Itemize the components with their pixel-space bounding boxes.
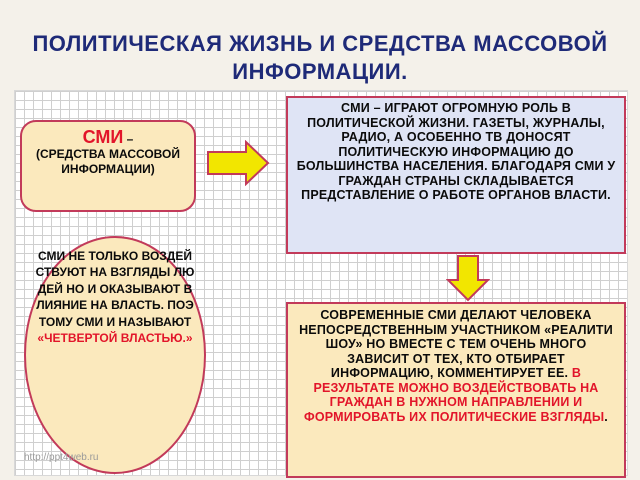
smi-expansion: (СРЕДСТВА МАССОВОЙ ИНФОРМАЦИИ) [35,147,181,176]
smi-abbr: СМИ [82,127,124,147]
slide-title: ПОЛИТИЧЕСКАЯ ЖИЗНЬ И СРЕДСТВА МАССОВОЙ ИНФОРМАЦИИ. [32,31,608,84]
smi-definition-box [20,120,196,212]
fourth-power-highlight: «ЧЕТВЕРТОЙ ВЛАСТЬЮ.» [37,331,193,346]
modern-media-box [286,302,626,478]
modern-media-text: СОВРЕМЕННЫЕ СМИ ДЕЛАЮТ ЧЕЛОВЕКА НЕПОСРЕДСТВЕННЫМ УЧАСТНИКОМ «РЕАЛИТИ ШОУ» НО ВМЕСТЕ С ТЕМ ОЧЕНЬ МНОГО ЗАВИСИТ ОТ ТЕХ, КТО ОТБИРАЕТ ИНФОРМАЦИЮ, КОММЕНТИРУЕТ ЕЕ. [299,308,613,380]
fourth-power-text: СМИ НЕ ТОЛЬКО ВОЗДЕЙСТВУЮТ НА ВЗГЛЯДЫ ЛЮДЕЙ НО И ОКАЗЫВАЮТ ВЛИЯНИЕ НА ВЛАСТЬ. ПОЭТОМУ СМИ И НАЗЫВАЮТ [35,249,195,329]
fourth-power-text-block [34,248,196,346]
smi-dash: – [123,132,134,146]
media-role-box [286,96,626,254]
modern-media-end: . [604,409,608,424]
right-arrow-icon [206,140,270,186]
modern-media-highlight: В РЕЗУЛЬТАТЕ МОЖНО ВОЗДЕЙСТВОВАТЬ НА ГРАЖДАН В НУЖНОМ НАПРАВЛЕНИИ И ФОРМИРОВАТЬ ИХ ПОЛИТИЧЕСКИЕ ВЗГЛЯДЫ [304,366,605,424]
down-arrow-icon [446,254,490,302]
media-role-text: СМИ – ИГРАЮТ ОГРОМНУЮ РОЛЬ В ПОЛИТИЧЕСКОЙ ЖИЗНИ. ГАЗЕТЫ, ЖУРНАЛЫ, РАДИО, А ОСОБЕННО ТВ ДОНОСЯТ ПОЛИТИЧЕСКУЮ ИНФОРМАЦИЮ ДО БОЛЬШИНСТВА НАСЕЛЕНИЯ. БЛАГОДАРЯ СМИ У ГРАЖДАН СТРАНЫ СКЛАДЫВАЕТСЯ ПРЕДСТАВЛЕНИЕ О РАБОТЕ ОРГАНОВ ВЛАСТИ. [296,101,616,202]
watermark: http://ppt4web.ru [24,452,99,463]
